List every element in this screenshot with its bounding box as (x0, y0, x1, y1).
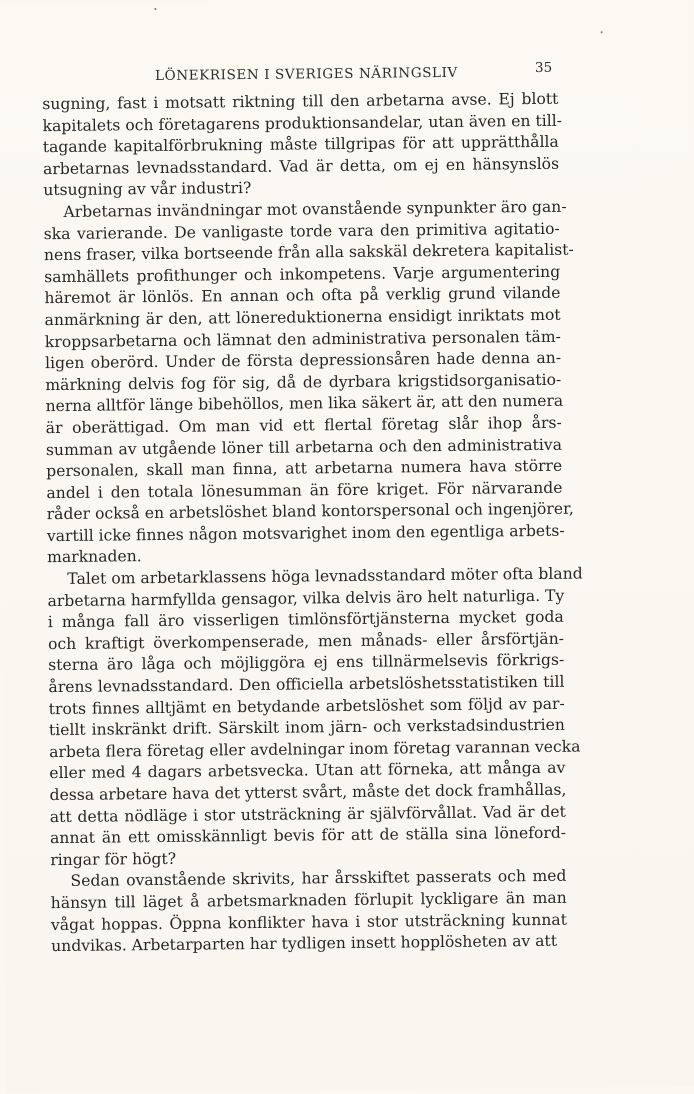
text-line: vartill icke finnes någon motsvarighet inom den egentliga arbets- (46, 521, 565, 546)
text-line: att detta nödläge i stor utsträckning är självförvållat. Vad är det (49, 802, 566, 826)
text-line: utsugning av vår industri? (43, 179, 252, 200)
text-line: tagande kapitalförbrukning måste tillgripas för att upprätthålla (42, 132, 559, 157)
text-line: arbetarna harmfyllda gensagor, vilka delvis äro helt naturliga. Ty (47, 586, 565, 610)
body-text (42, 89, 583, 958)
text-line: Arbetarnas invändningar mot ovanstående synpunkter äro gan- (63, 197, 567, 221)
text-line: anmärkning är den, att lönereduktionerna ensidigt inriktats mot (44, 305, 561, 330)
text-line: Sedan ovanstående skrivits, har årsskiftet passerats och med (70, 867, 567, 891)
text-line: undvikas. Arbetarparten har tydligen insett hopplösheten av att (51, 931, 558, 956)
text-line: sterna äro låga och möjliggöra ej ens tillnärmelsevis förkrigs- (48, 651, 565, 675)
text-line: annat än ett omisskännligt bevis för att de ställa sina löneford- (49, 823, 567, 848)
text-line: är oberättigad. Om man vid ett flertal företag slår ihop års- (45, 413, 562, 438)
text-line: eller med 4 dagars arbetsvecka. Utan att förneka, att många av (49, 759, 566, 783)
text-line: i många fall äro visserligen timlönsförtjänsterna mycket goda (47, 607, 564, 632)
text-line: ringar för högt? (50, 849, 177, 869)
text-line: samhällets profithunger och inkompetens. Varje argumentering (44, 262, 561, 286)
text-line: kapitalets och företagarens produktionsandelar, utan även en till- (42, 111, 563, 135)
text-line: Talet om arbetarklassens höga levnadsstandard möter ofta bland (67, 564, 583, 588)
text-line: arbeta flera företag eller avdelningar inom företag varannan vecka (49, 737, 581, 761)
paragraph (47, 564, 583, 872)
paper-speck (601, 31, 603, 33)
text-line: vågat hoppas. Öppna konflikter hava i stor utsträckning kunnat (50, 910, 568, 934)
text-line: arbetarnas levnadsstandard. Vad är detta, om ej en hänsynslös (42, 154, 560, 178)
running-header (0, 58, 689, 89)
text-line: andel i den totala lönesumman än före kriget. För närvarande (46, 478, 563, 502)
text-line: häremot är lönlös. En annan och ofta på verklig grund vilande (44, 284, 561, 308)
text-line: dessa arbetare hava det ytterst svårt, måste det dock framhållas, (49, 780, 567, 805)
page-number: 35 (534, 59, 553, 77)
text-line: årens levnadsstandard. Den officiella arbetslöshetsstatistiken till (48, 672, 565, 697)
paragraph (43, 197, 574, 569)
paragraph (50, 866, 567, 958)
text-line: och kraftigt överkompenserade, men månads- eller årsförtjän- (47, 629, 565, 653)
text-line: ska varierande. De vanligaste torde vara den primitiva agitatio- (43, 219, 560, 243)
text-line: ligen oberörd. Under de första depressionsåren hade denna an- (44, 348, 562, 373)
text-line: tiellt inskränkt drift. Särskilt inom järn- och verkstadsindustrien (48, 715, 565, 740)
running-header-title: LÖNEKRISEN I SVERIGES NÄRINGSLIV (154, 64, 458, 84)
text-line: summan av utgående löner till arbetarna och den administrativa (45, 435, 563, 459)
text-line: hänsyn till läget å arbetsmarknaden förlupit lyckligare än man (50, 888, 567, 913)
paper-speck (154, 8, 156, 10)
text-line: marknaden. (47, 547, 142, 567)
text-line: märkning delvis fog för sig, då de dyrbara krigstidsorganisatio- (45, 370, 562, 394)
text-line: sugning, fast i motsatt riktning till den arbetarna avse. Ej blott (42, 89, 559, 114)
text-line: råder också en arbetslöshet bland kontorspersonal och ingenjörer, (46, 499, 574, 524)
text-line: kroppsarbetarna och lämnat den administrativa personalen täm- (44, 327, 561, 351)
text-line: personalen, skall man finna, att arbetarna numera hava större (46, 456, 563, 481)
paragraph (42, 89, 563, 202)
text-line: nens fraser, vilka bortseende från alla sakskäl dekretera kapitalist- (43, 240, 574, 265)
text-line: nerna alltför länge bibehöllos, men lika säkert är, att den numera (45, 392, 564, 416)
text-line: trots finnes alltjämt en betydande arbetslöshet som följd av par- (48, 694, 565, 718)
